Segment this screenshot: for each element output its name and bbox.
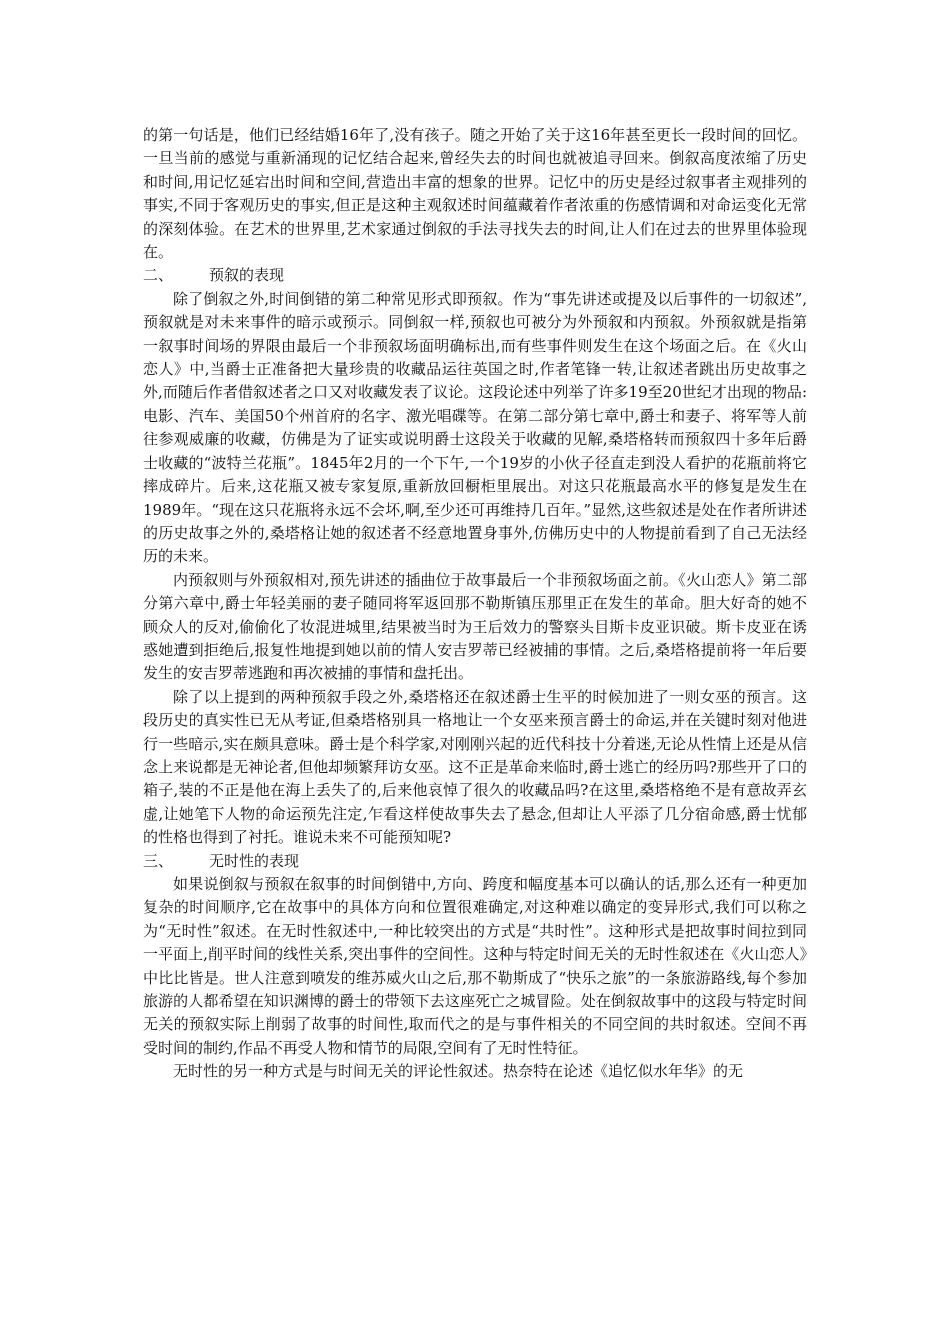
section-title: 预叙的表现 xyxy=(209,266,285,285)
section-number: 二、 xyxy=(143,266,174,285)
document-body xyxy=(143,124,807,1084)
paragraph: 如果说倒叙与预叙在叙事的时间倒错中,方向、跨度和幅度基本可以确认的话,那么还有一种更加复杂的时间顺序,它在故事中的具体方向和位置很难确定,对这种难以确定的变异形式,我们可以称之为“无时性”叙述。在无时性叙述中,一种比较突出的方式是“共时性”。这种形式是把故事时间拉到同一平面上,削平时间的线性关系,突出事件的空间性。这种与特定时间无关的无时性叙述在《火山恋人》中比比皆是。世人注意到喷发的维苏威火山之后,那不勒斯成了“快乐之旅”的一条旅游路线,每个参加旅游的人都希望在知识渊博的爵士的带领下去这座死亡之城冒险。处在倒叙故事中的这段与特定时间无关的预叙实际上削弱了故事的时间性,取而代之的是与事件相关的不同空间的共时叙述。空间不再受时间的制约,作品不再受人物和情节的局限,空间有了无时性特征。 xyxy=(143,875,807,1057)
section-heading-3 xyxy=(143,850,807,873)
section-number: 三、 xyxy=(143,851,174,870)
paragraph: 内预叙则与外预叙相对,预先讲述的插曲位于故事最后一个非预叙场面之前。《火山恋人》第二部分第六章中,爵士年轻美丽的妻子随同将军返回那不勒斯镇压那里正在发生的革命。胆大好奇的她不顾众人的反对,偷偷化了妆混进城里,结果被当时为王后效力的警察头目斯卡皮亚识破。斯卡皮亚在诱惑她遭到拒绝后,报复性地提到她以前的情人安吉罗蒂已经被捕的事情。之后,桑塔格提前将一年后要发生的安吉罗蒂逃跑和再次被捕的事情和盘托出。 xyxy=(143,570,807,683)
paragraph-continued: 的第一句话是，他们已经结婚16年了,没有孩子。随之开始了关于这16年甚至更长一段时间的回忆。一旦当前的感觉与重新涌现的记忆结合起来,曾经失去的时间也就被追寻回来。倒叙高度浓缩了历史和时间,用记忆延宕出时间和空间,营造出丰富的想象的世界。记忆中的历史是经过叙事者主观排列的事实,不同于客观历史的事实,但正是这种主观叙述时间蕴藏着作者浓重的伤感情调和对命运变化无常的深刻体验。在艺术的世界里,艺术家通过倒叙的手法寻找失去的时间,让人们在过去的世界里体验现在。 xyxy=(143,126,807,262)
paragraph: 无时性的另一种方式是与时间无关的评论性叙述。热奈特在论述《追忆似水年华》的无 xyxy=(173,1062,744,1081)
section-heading-2 xyxy=(143,264,807,287)
section-title: 无时性的表现 xyxy=(209,851,300,870)
paragraph: 除了以上提到的两种预叙手段之外,桑塔格还在叙述爵士生平的时候加进了一则女巫的预言。这段历史的真实性已无从考证,但桑塔格别具一格地让一个女巫来预言爵士的命运,并在关键时刻对他进行一些暗示,实在颇具意味。爵士是个科学家,对刚刚兴起的近代科技十分着迷,无论从性情上还是从信念上来说都是无神论者,但他却频繁拜访女巫。这不正是革命来临时,爵士逃亡的经历吗?那些开了口的箱子,装的不正是他在海上丢失了的,后来他哀悼了很久的收藏品吗?在这里,桑塔格绝不是有意故弄玄虚,让她笔下人物的命运预先注定,乍看这样使故事失去了悬念,但却让人平添了几分宿命感,爵士忧郁的性格也得到了衬托。谁说未来不可能预知呢? xyxy=(143,687,807,847)
paragraph: 除了倒叙之外,时间倒错的第二种常见形式即预叙。作为“事先讲述或提及以后事件的一切叙述”,预叙就是对未来事件的暗示或预示。同倒叙一样,预叙也可被分为外预叙和内预叙。外预叙就是指第一叙事时间场的界限由最后一个非预叙场面明确标出,而有些事件则发生在这个场面之后。在《火山恋人》中,当爵士正准备把大量珍贵的收藏品运往英国之时,作者笔锋一转,让叙述者跳出历史故事之外,而随后作者借叙述者之口又对收藏发表了议论。这段论述中列举了许多19至20世纪才出现的物品:电影、汽车、美国50个州首府的名字、激光唱碟等。在第二部分第七章中,爵士和妻子、将军等人前往参观威廉的收藏，仿佛是为了证实或说明爵士这段关于收藏的见解,桑塔格转而预叙四十多年后爵士收藏的“波特兰花瓶”。1845年2月的一个下午,一个19岁的小伙子径直走到没人看护的花瓶前将它摔成碎片。后来,这花瓶又被专家复原,重新放回橱柜里展出。对这只花瓶最高水平的修复是发生在1989年。“现在这只花瓶将永远不会坏,啊,至少还可再维持几百年。”显然,这些叙述是处在作者所讲述的历史故事之外的,桑塔格让她的叙述者不经意地置身事外,仿佛历史中的人物提前看到了自己无法经历的未来。 xyxy=(143,289,807,566)
